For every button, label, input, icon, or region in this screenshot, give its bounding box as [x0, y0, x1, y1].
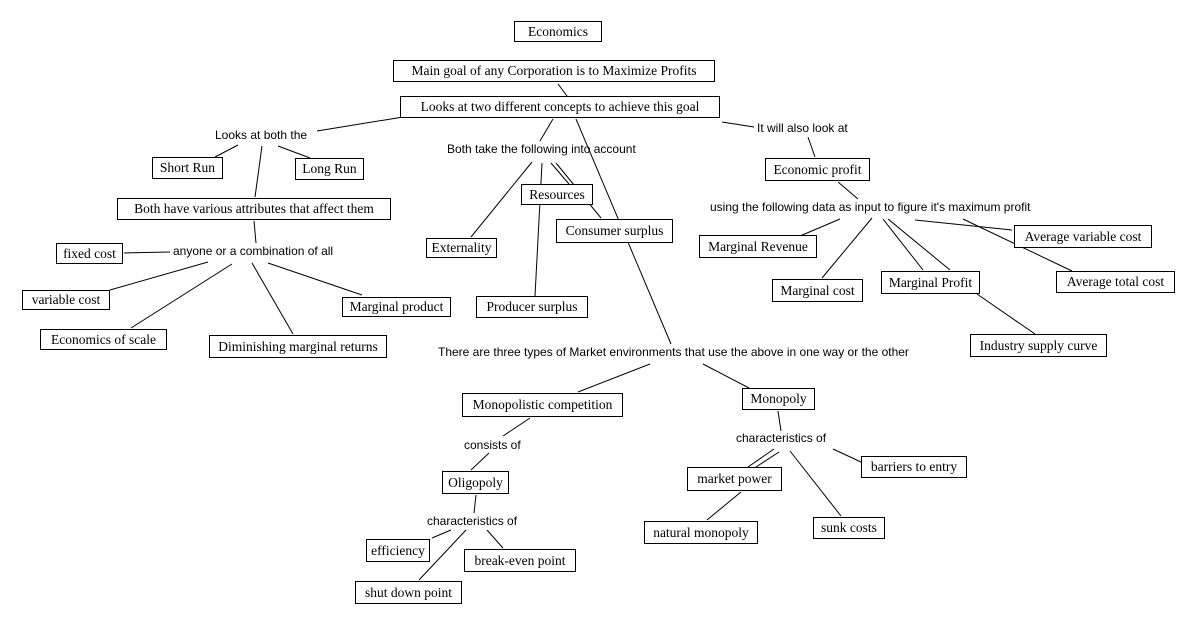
edge-both-take-account-to-resources [551, 163, 569, 184]
concept-node-producer-surplus[interactable]: Producer surplus [476, 296, 588, 318]
edge-characteristics-oligopoly-to-break-even-point [487, 530, 503, 548]
concept-node-consumer-surplus[interactable]: Consumer surplus [556, 219, 673, 243]
edge-two-concepts-to-both-take-account [540, 119, 553, 141]
concept-node-oligopoly[interactable]: Oligopoly [442, 471, 509, 494]
edge-characteristics-monopoly-to-barriers-to-entry [833, 449, 861, 462]
concept-node-externality[interactable]: Externality [426, 238, 497, 258]
concept-node-attributes[interactable]: Both have various attributes that affect them [117, 198, 391, 220]
concept-node-barriers-to-entry[interactable]: barriers to entry [861, 456, 967, 478]
edge-anyone-combination-to-variable-cost [110, 262, 208, 290]
concept-node-short-run[interactable]: Short Run [152, 157, 223, 179]
edge-attributes-to-anyone-combination [254, 221, 256, 243]
edge-two-concepts-to-looks-at-both [317, 117, 403, 131]
concept-node-natural-monopoly[interactable]: natural monopoly [644, 521, 758, 544]
edge-anyone-combination-to-economics-of-scale [131, 264, 232, 328]
edge-using-data-to-marginal-revenue [800, 219, 840, 236]
concept-node-marginal-profit[interactable]: Marginal Profit [881, 271, 980, 294]
edge-two-concepts-to-it-will-also-look [722, 122, 754, 127]
edge-three-types-to-monopoly [703, 364, 749, 388]
concept-node-two-concepts[interactable]: Looks at two different concepts to achieve this goal [400, 96, 720, 118]
edge-both-take-account-to-producer-surplus [535, 163, 542, 296]
edge-main-goal-to-two-concepts [558, 84, 567, 96]
edge-anyone-combination-to-diminishing-returns [252, 263, 293, 334]
edge-market-power-to-natural-monopoly [707, 492, 741, 520]
concept-node-market-power[interactable]: market power [687, 467, 782, 491]
link-phrase-looks-at-both[interactable]: Looks at both the [215, 128, 308, 142]
concept-node-monopolistic-competition[interactable]: Monopolistic competition [462, 393, 623, 417]
concept-node-avg-total-cost[interactable]: Average total cost [1056, 271, 1175, 293]
edge-using-data-to-marginal-profit [883, 219, 923, 270]
link-phrase-using-data[interactable]: using the following data as input to figure it's maximum profit [710, 200, 1031, 214]
concept-node-resources[interactable]: Resources [521, 184, 593, 205]
concept-node-diminishing-returns[interactable]: Diminishing marginal returns [209, 335, 387, 358]
concept-node-economic-profit[interactable]: Economic profit [765, 158, 870, 181]
edge-marginal-profit-to-industry-supply-curve [977, 294, 1035, 334]
link-phrase-it-will-also-look[interactable]: It will also look at [757, 121, 848, 135]
edge-characteristics-oligopoly-to-efficiency [432, 530, 451, 538]
concept-node-marginal-product[interactable]: Marginal product [342, 297, 451, 317]
edge-consists-of-to-oligopoly [471, 453, 489, 470]
edge-anyone-combination-to-marginal-product [268, 263, 362, 295]
link-phrase-anyone-combination[interactable]: anyone or a combination of all [173, 244, 334, 258]
edge-looks-at-both-to-short-run [215, 145, 238, 157]
link-phrase-consists-of[interactable]: consists of [464, 438, 521, 452]
concept-node-industry-supply-curve[interactable]: Industry supply curve [970, 334, 1107, 357]
edge-monopoly-to-characteristics-monopoly [778, 411, 781, 431]
concept-node-main-goal[interactable]: Main goal of any Corporation is to Maximize Profits [393, 60, 715, 82]
edge-looks-at-both-to-long-run [278, 146, 310, 158]
edge-three-types-to-monopolistic-competition [578, 364, 650, 392]
concept-node-marginal-cost[interactable]: Marginal cost [772, 279, 863, 302]
link-phrase-both-take-account[interactable]: Both take the following into account [447, 142, 636, 156]
edge-using-data-to-marginal-profit [888, 219, 950, 270]
edge-oligopoly-to-characteristics-oligopoly [474, 495, 476, 513]
concept-node-sunk-costs[interactable]: sunk costs [813, 517, 885, 539]
link-phrase-three-types[interactable]: There are three types of Market environments that use the above in one way or the other [438, 345, 909, 359]
concept-node-avg-variable-cost[interactable]: Average variable cost [1014, 225, 1152, 248]
edge-looks-at-both-to-attributes [255, 146, 262, 197]
concept-node-monopoly[interactable]: Monopoly [742, 388, 815, 410]
edge-it-will-also-look-to-economic-profit [808, 137, 815, 157]
edge-using-data-to-avg-variable-cost [915, 220, 1012, 230]
concept-node-variable-cost[interactable]: variable cost [22, 290, 110, 310]
concept-node-efficiency[interactable]: efficiency [366, 539, 430, 562]
link-phrase-characteristics-monopoly[interactable]: characteristics of [736, 431, 827, 445]
edge-using-data-to-marginal-cost [822, 218, 872, 278]
concept-node-marginal-revenue[interactable]: Marginal Revenue [699, 235, 817, 258]
concept-node-shut-down-point[interactable]: shut down point [355, 581, 462, 604]
concept-node-fixed-cost[interactable]: fixed cost [56, 243, 123, 264]
link-phrase-characteristics-oligopoly[interactable]: characteristics of [427, 514, 518, 528]
edge-economic-profit-to-using-data [838, 182, 858, 199]
edge-characteristics-monopoly-to-sunk-costs [790, 451, 841, 516]
concept-node-economics[interactable]: Economics [514, 21, 602, 42]
concept-node-economics-of-scale[interactable]: Economics of scale [40, 329, 167, 350]
edge-monopolistic-competition-to-consists-of [503, 418, 530, 436]
concept-node-break-even-point[interactable]: break-even point [464, 549, 576, 572]
concept-node-long-run[interactable]: Long Run [295, 158, 364, 180]
edge-anyone-combination-to-fixed-cost [124, 252, 170, 253]
